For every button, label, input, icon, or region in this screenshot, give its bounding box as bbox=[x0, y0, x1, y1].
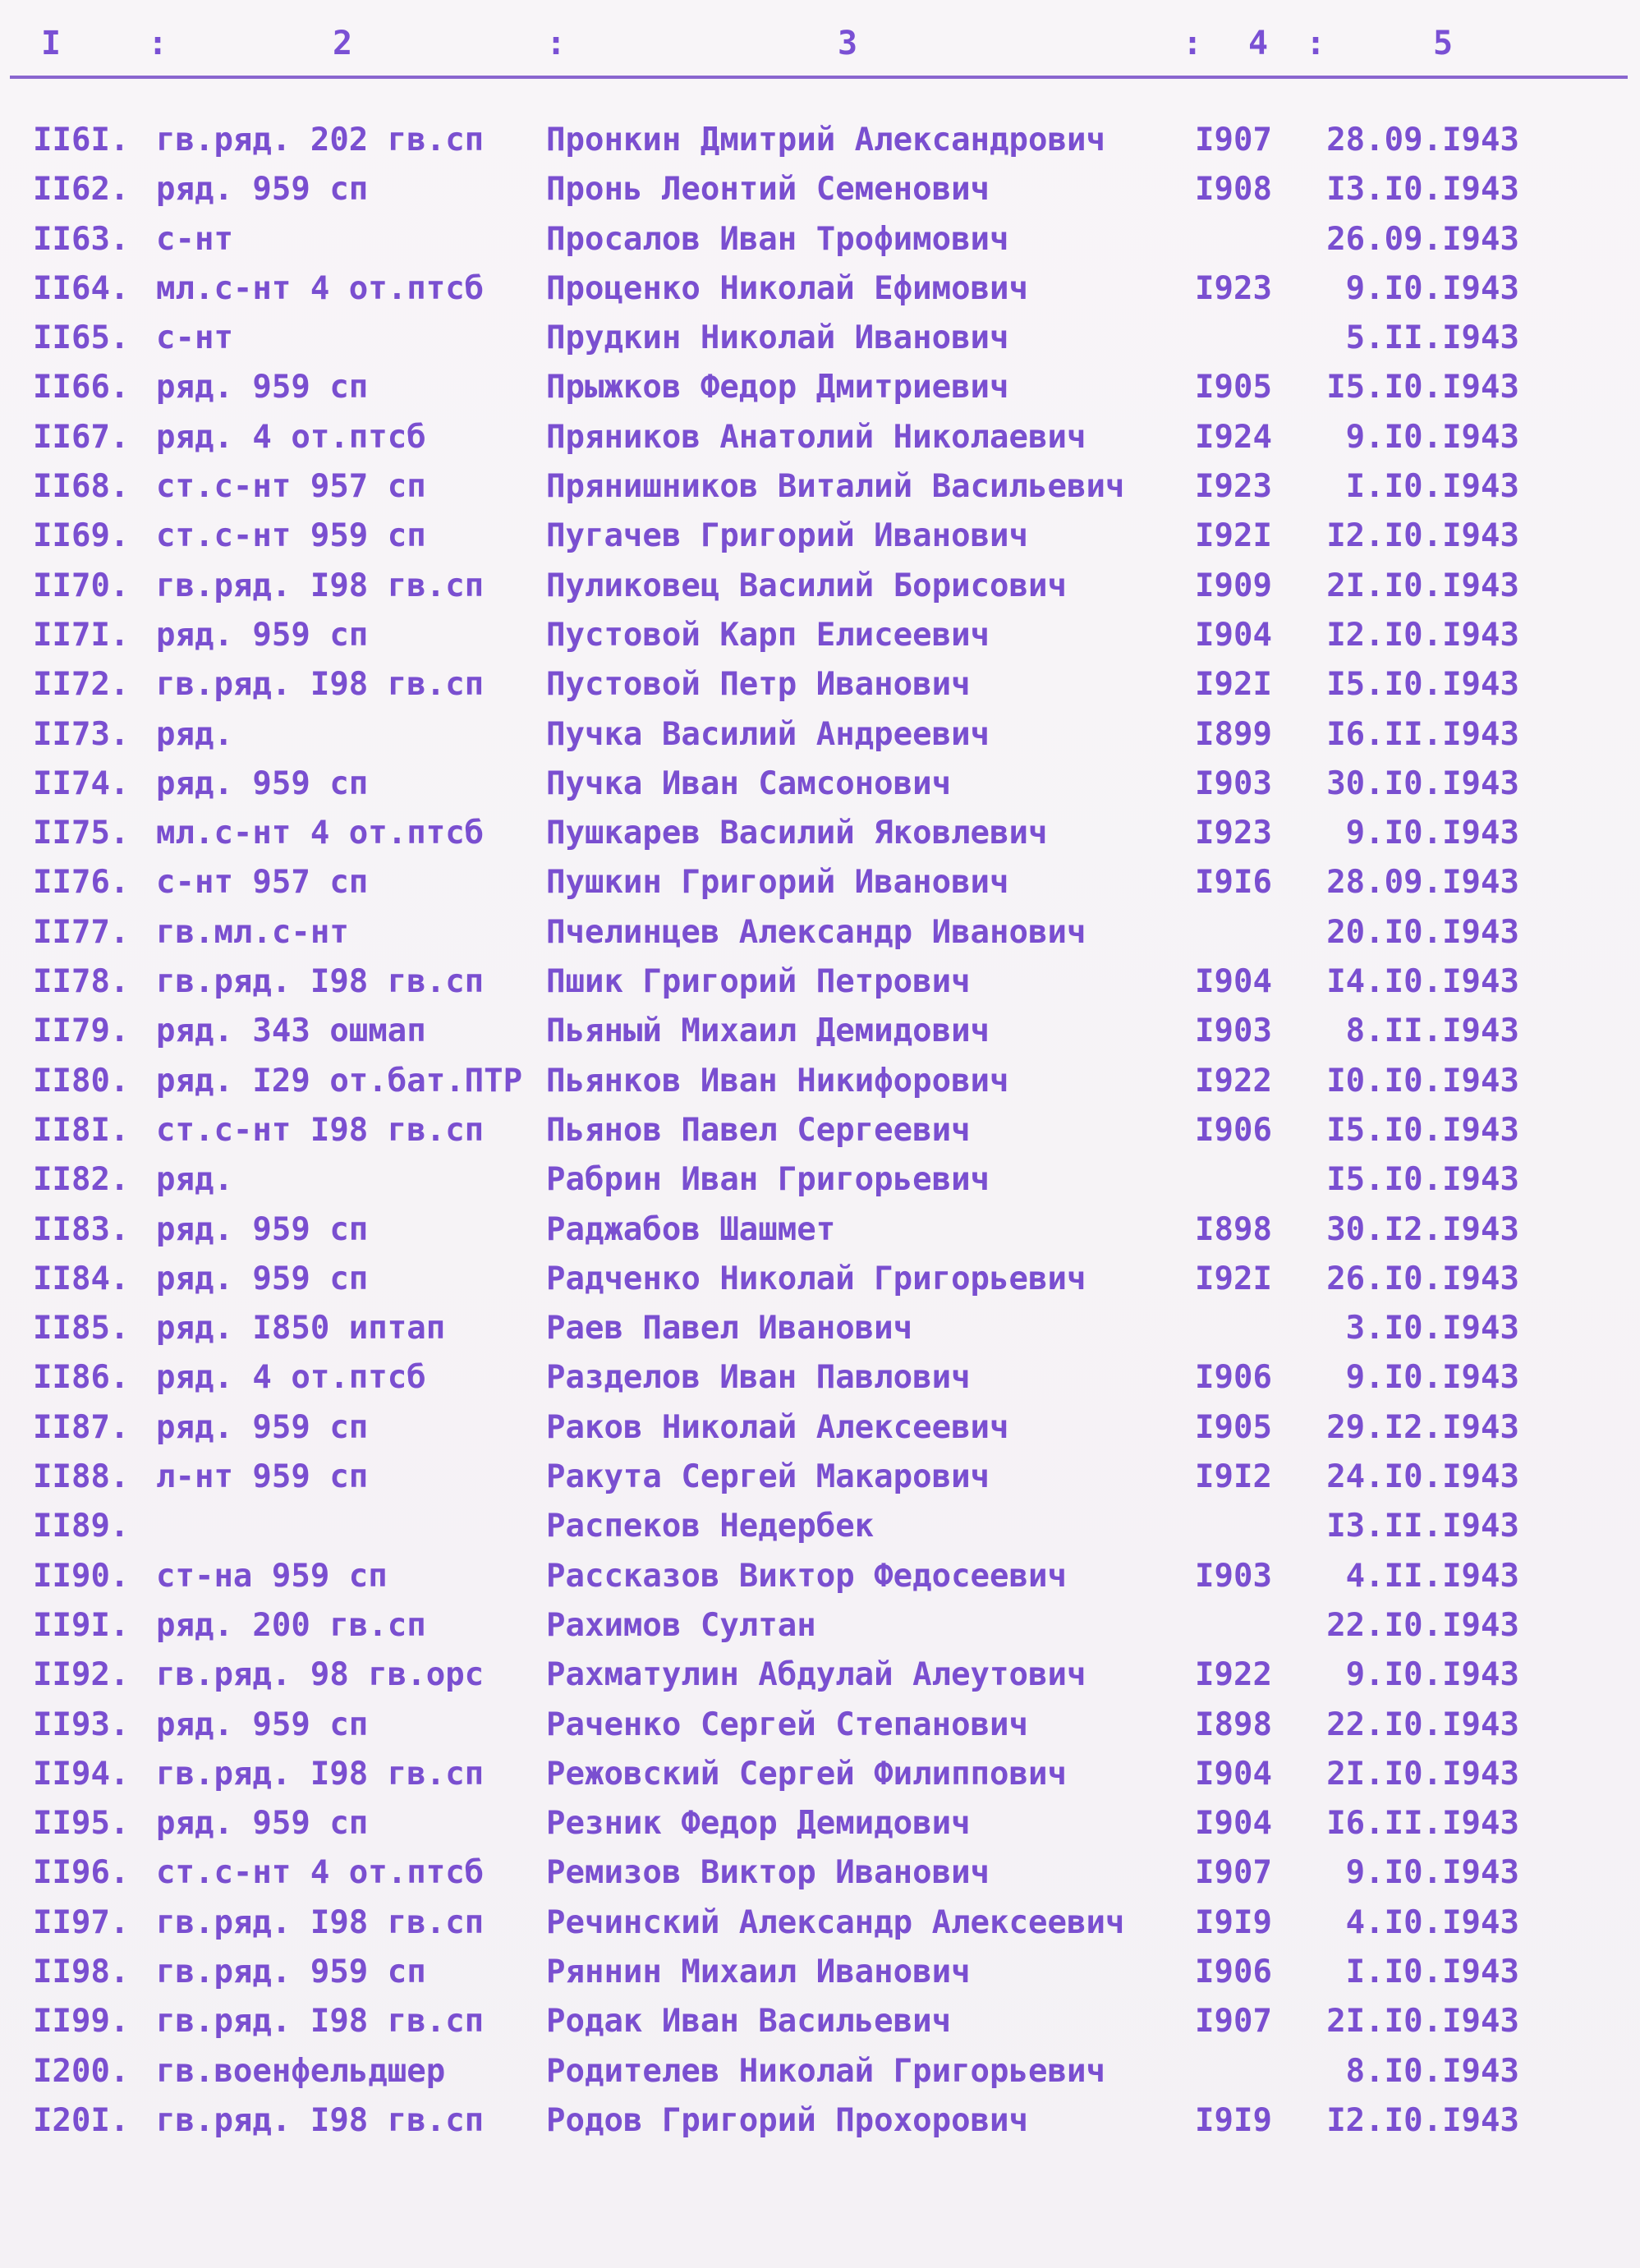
record-birth-year: I9I6 bbox=[1195, 864, 1272, 902]
list-item bbox=[0, 461, 1640, 511]
record-full-name: Родак Иван Васильевич bbox=[546, 2003, 952, 2041]
list-item bbox=[0, 1254, 1640, 1303]
record-date: 9.I0.I943 bbox=[1345, 269, 1519, 307]
record-rank-unit: ряд. I850 иптап bbox=[156, 1310, 446, 1347]
record-birth-year: I898 bbox=[1195, 1210, 1272, 1248]
list-item bbox=[0, 2096, 1640, 2145]
record-number: II93. bbox=[33, 1706, 130, 1743]
record-date: 30.I2.I943 bbox=[1326, 1210, 1519, 1248]
record-full-name: Пьянов Павел Сергеевич bbox=[546, 1111, 971, 1149]
record-list bbox=[0, 115, 1640, 2145]
record-full-name: Разделов Иван Павлович bbox=[546, 1359, 971, 1397]
record-number: II67. bbox=[33, 418, 130, 456]
record-rank-unit: гв.ряд. I98 гв.сп bbox=[156, 2003, 485, 2041]
record-rank-unit: гв.ряд. 98 гв.орс bbox=[156, 1656, 485, 1694]
record-number: II83. bbox=[33, 1210, 130, 1248]
header-col-5: 5 bbox=[1433, 25, 1454, 62]
record-rank-unit: с-нт bbox=[156, 319, 233, 357]
record-birth-year: I922 bbox=[1195, 1656, 1272, 1694]
record-date: 20.I0.I943 bbox=[1326, 913, 1519, 951]
record-full-name: Резник Федор Демидович bbox=[546, 1805, 971, 1843]
record-birth-year: I923 bbox=[1195, 815, 1272, 852]
record-birth-year: I907 bbox=[1195, 2003, 1272, 2041]
record-number: II70. bbox=[33, 567, 130, 604]
list-item bbox=[0, 1205, 1640, 1254]
list-item bbox=[0, 1056, 1640, 1105]
record-rank-unit: мл.с-нт 4 от.птсб bbox=[156, 815, 485, 852]
record-number: II66. bbox=[33, 369, 130, 406]
record-full-name: Пушкин Григорий Иванович bbox=[546, 864, 1009, 902]
record-rank-unit: ряд. 959 сп bbox=[156, 1805, 369, 1843]
record-rank-unit: ряд. 959 сп bbox=[156, 764, 369, 802]
record-full-name: Пушкарев Василий Яковлевич bbox=[546, 815, 1048, 852]
record-number: II92. bbox=[33, 1656, 130, 1694]
record-full-name: Ряннин Михаил Иванович bbox=[546, 1953, 971, 1990]
record-birth-year: I904 bbox=[1195, 963, 1272, 1001]
record-number: II95. bbox=[33, 1805, 130, 1843]
record-birth-year: I906 bbox=[1195, 1111, 1272, 1149]
record-number: II88. bbox=[33, 1458, 130, 1496]
list-item bbox=[0, 1848, 1640, 1897]
record-birth-year: I903 bbox=[1195, 1557, 1272, 1595]
record-birth-year: I9I9 bbox=[1195, 2101, 1272, 2139]
list-item bbox=[0, 362, 1640, 411]
list-item bbox=[0, 1749, 1640, 1798]
record-birth-year: I904 bbox=[1195, 1755, 1272, 1793]
record-full-name: Прянишников Виталий Васильевич bbox=[546, 468, 1125, 506]
header-col-3: 3 bbox=[838, 25, 858, 62]
record-date: I2.I0.I943 bbox=[1326, 616, 1519, 654]
record-rank-unit: гв.ряд. 202 гв.сп bbox=[156, 122, 485, 158]
list-item bbox=[0, 214, 1640, 264]
record-number: II79. bbox=[33, 1012, 130, 1050]
record-birth-year: I903 bbox=[1195, 1012, 1272, 1050]
header-sep-3: : bbox=[1183, 25, 1203, 62]
record-number: II73. bbox=[33, 715, 130, 753]
record-number: II99. bbox=[33, 2003, 130, 2041]
record-rank-unit: ряд. bbox=[156, 1161, 233, 1199]
list-item bbox=[0, 1700, 1640, 1749]
record-full-name: Пуликовец Василий Борисович bbox=[546, 567, 1067, 604]
record-rank-unit: ряд. 959 сп bbox=[156, 1260, 369, 1297]
record-full-name: Пронь Леонтий Семенович bbox=[546, 171, 990, 209]
record-rank-unit: гв.ряд. I98 гв.сп bbox=[156, 567, 485, 604]
record-date: I5.I0.I943 bbox=[1326, 1161, 1519, 1199]
list-item bbox=[0, 1501, 1640, 1550]
record-rank-unit: с-нт 957 сп bbox=[156, 864, 369, 902]
record-birth-year: I898 bbox=[1195, 1706, 1272, 1743]
header-col-4: 4 bbox=[1248, 25, 1269, 62]
record-number: II76. bbox=[33, 864, 130, 902]
list-item bbox=[0, 115, 1640, 164]
list-item bbox=[0, 659, 1640, 709]
record-rank-unit: ряд. 959 сп bbox=[156, 1210, 369, 1248]
record-number: II8I. bbox=[33, 1111, 130, 1149]
header-col-2: 2 bbox=[333, 25, 353, 62]
record-full-name: Рассказов Виктор Федосеевич bbox=[546, 1557, 1067, 1595]
record-full-name: Пьянков Иван Никифорович bbox=[546, 1062, 1009, 1100]
list-item bbox=[0, 907, 1640, 957]
record-date: 3.I0.I943 bbox=[1345, 1310, 1519, 1347]
record-rank-unit: ряд. I29 от.бат.ПТР bbox=[156, 1062, 523, 1100]
header-col-1: I bbox=[41, 25, 62, 62]
record-birth-year: I905 bbox=[1195, 1408, 1272, 1446]
record-birth-year: I904 bbox=[1195, 1805, 1272, 1843]
record-date: I2.I0.I943 bbox=[1326, 517, 1519, 555]
record-number: II9I. bbox=[33, 1606, 130, 1644]
record-birth-year: I906 bbox=[1195, 1953, 1272, 1990]
record-number: I200. bbox=[33, 2052, 130, 2090]
list-item bbox=[0, 1403, 1640, 1452]
record-number: I20I. bbox=[33, 2101, 130, 2139]
record-date: 22.I0.I943 bbox=[1326, 1706, 1519, 1743]
list-item bbox=[0, 1650, 1640, 1699]
record-date: 24.I0.I943 bbox=[1326, 1458, 1519, 1496]
record-number: II74. bbox=[33, 764, 130, 802]
record-rank-unit: гв.ряд. I98 гв.сп bbox=[156, 666, 485, 704]
list-item bbox=[0, 610, 1640, 659]
record-number: II97. bbox=[33, 1903, 130, 1941]
record-birth-year: I923 bbox=[1195, 269, 1272, 307]
header-sep-4: : bbox=[1306, 25, 1326, 62]
list-item bbox=[0, 511, 1640, 560]
record-birth-year: I907 bbox=[1195, 122, 1272, 158]
list-item bbox=[0, 1105, 1640, 1155]
record-number: II7I. bbox=[33, 616, 130, 654]
record-full-name: Пронкин Дмитрий Александрович bbox=[546, 122, 1105, 158]
record-full-name: Родителев Николай Григорьевич bbox=[546, 2052, 1105, 2090]
record-rank-unit: гв.мл.с-нт bbox=[156, 913, 349, 951]
record-date: 26.I0.I943 bbox=[1326, 1260, 1519, 1297]
list-item bbox=[0, 1996, 1640, 2045]
record-rank-unit: ряд. 959 сп bbox=[156, 616, 369, 654]
record-rank-unit: ряд. 959 сп bbox=[156, 1408, 369, 1446]
record-birth-year: I924 bbox=[1195, 418, 1272, 456]
list-item bbox=[0, 1303, 1640, 1352]
record-rank-unit: гв.военфельдшер bbox=[156, 2052, 446, 2090]
record-number: II69. bbox=[33, 517, 130, 555]
record-birth-year: I9I2 bbox=[1195, 1458, 1272, 1496]
record-number: II94. bbox=[33, 1755, 130, 1793]
record-date: 5.II.I943 bbox=[1345, 319, 1519, 357]
list-item bbox=[0, 1452, 1640, 1501]
record-number: II65. bbox=[33, 319, 130, 357]
record-date: I5.I0.I943 bbox=[1326, 1111, 1519, 1149]
record-birth-year: I905 bbox=[1195, 369, 1272, 406]
record-full-name: Раев Павел Иванович bbox=[546, 1310, 913, 1347]
list-item bbox=[0, 857, 1640, 907]
record-date: 2I.I0.I943 bbox=[1326, 2003, 1519, 2041]
record-date: 30.I0.I943 bbox=[1326, 764, 1519, 802]
record-date: I3.I0.I943 bbox=[1326, 171, 1519, 209]
record-full-name: Рахматулин Абдулай Алеутович bbox=[546, 1656, 1086, 1694]
record-birth-year: I92I bbox=[1195, 517, 1272, 555]
record-full-name: Проценко Николай Ефимович bbox=[546, 269, 1028, 307]
list-item bbox=[0, 164, 1640, 213]
record-rank-unit: ряд. 959 сп bbox=[156, 1706, 369, 1743]
header-sep-1: : bbox=[148, 25, 168, 62]
record-birth-year: I899 bbox=[1195, 715, 1272, 753]
record-birth-year: I92I bbox=[1195, 1260, 1272, 1297]
record-date: I3.II.I943 bbox=[1326, 1508, 1519, 1545]
list-item bbox=[0, 313, 1640, 362]
record-rank-unit: с-нт bbox=[156, 220, 233, 258]
list-item bbox=[0, 1798, 1640, 1848]
record-number: II90. bbox=[33, 1557, 130, 1595]
record-number: II89. bbox=[33, 1508, 130, 1545]
record-full-name: Пустовой Карп Елисеевич bbox=[546, 616, 990, 654]
list-item bbox=[0, 1006, 1640, 1055]
record-full-name: Ремизов Виктор Иванович bbox=[546, 1854, 990, 1892]
record-full-name: Пучка Иван Самсонович bbox=[546, 764, 952, 802]
record-birth-year: I904 bbox=[1195, 616, 1272, 654]
record-date: 2I.I0.I943 bbox=[1326, 567, 1519, 604]
record-rank-unit: ряд. 4 от.птсб bbox=[156, 418, 426, 456]
record-birth-year: I908 bbox=[1195, 171, 1272, 209]
list-item bbox=[0, 412, 1640, 461]
list-item bbox=[0, 264, 1640, 313]
record-full-name: Пустовой Петр Иванович bbox=[546, 666, 971, 704]
record-date: I5.I0.I943 bbox=[1326, 369, 1519, 406]
record-date: 26.09.I943 bbox=[1326, 220, 1519, 258]
record-date: 9.I0.I943 bbox=[1345, 1656, 1519, 1694]
record-full-name: Рахимов Султан bbox=[546, 1606, 816, 1644]
record-rank-unit: гв.ряд. I98 гв.сп bbox=[156, 1903, 485, 1941]
record-date: 9.I0.I943 bbox=[1345, 1359, 1519, 1397]
list-item bbox=[0, 1551, 1640, 1600]
record-full-name: Раченко Сергей Степанович bbox=[546, 1706, 1028, 1743]
record-number: II64. bbox=[33, 269, 130, 307]
record-full-name: Ракута Сергей Макарович bbox=[546, 1458, 990, 1496]
list-item bbox=[0, 561, 1640, 610]
record-full-name: Родов Григорий Прохорович bbox=[546, 2101, 1028, 2139]
record-rank-unit: ряд. bbox=[156, 715, 233, 753]
record-full-name: Прыжков Федор Дмитриевич bbox=[546, 369, 1009, 406]
record-rank-unit: л-нт 959 сп bbox=[156, 1458, 369, 1496]
record-number: II68. bbox=[33, 468, 130, 506]
record-rank-unit: ст.с-нт 4 от.птсб bbox=[156, 1854, 485, 1892]
record-date: 9.I0.I943 bbox=[1345, 1854, 1519, 1892]
record-birth-year: I922 bbox=[1195, 1062, 1272, 1100]
header-rule bbox=[10, 76, 1628, 79]
record-full-name: Пучка Василий Андреевич bbox=[546, 715, 990, 753]
record-date: I.I0.I943 bbox=[1345, 1953, 1519, 1990]
record-number: II6I. bbox=[33, 122, 130, 158]
record-rank-unit: мл.с-нт 4 от.птсб bbox=[156, 269, 485, 307]
record-rank-unit: гв.ряд. 959 сп bbox=[156, 1953, 426, 1990]
record-date: 4.I0.I943 bbox=[1345, 1903, 1519, 1941]
record-full-name: Режовский Сергей Филиппович bbox=[546, 1755, 1067, 1793]
record-number: II62. bbox=[33, 171, 130, 209]
record-full-name: Речинский Александр Алексеевич bbox=[546, 1903, 1125, 1941]
record-rank-unit: гв.ряд. I98 гв.сп bbox=[156, 963, 485, 1001]
record-number: II77. bbox=[33, 913, 130, 951]
record-birth-year: I903 bbox=[1195, 764, 1272, 802]
list-item bbox=[0, 709, 1640, 759]
record-date: I5.I0.I943 bbox=[1326, 666, 1519, 704]
list-item bbox=[0, 1898, 1640, 1947]
record-rank-unit: ст.с-нт 957 сп bbox=[156, 468, 426, 506]
list-item bbox=[0, 808, 1640, 857]
record-date: I6.II.I943 bbox=[1326, 715, 1519, 753]
record-rank-unit: ряд. 343 ошмап bbox=[156, 1012, 426, 1050]
record-date: 8.I0.I943 bbox=[1345, 2052, 1519, 2090]
record-birth-year: I907 bbox=[1195, 1854, 1272, 1892]
record-date: 9.I0.I943 bbox=[1345, 815, 1519, 852]
record-full-name: Пшик Григорий Петрович bbox=[546, 963, 971, 1001]
record-full-name: Пьяный Михаил Демидович bbox=[546, 1012, 990, 1050]
list-item bbox=[0, 759, 1640, 808]
header-sep-2: : bbox=[546, 25, 567, 62]
record-rank-unit: гв.ряд. I98 гв.сп bbox=[156, 2101, 485, 2139]
record-date: 8.II.I943 bbox=[1345, 1012, 1519, 1050]
record-rank-unit: ряд. 959 сп bbox=[156, 171, 369, 209]
record-rank-unit: ряд. 959 сп bbox=[156, 369, 369, 406]
record-date: 28.09.I943 bbox=[1326, 864, 1519, 902]
record-full-name: Раков Николай Алексеевич bbox=[546, 1408, 1009, 1446]
record-number: II75. bbox=[33, 815, 130, 852]
record-rank-unit: ст.с-нт I98 гв.сп bbox=[156, 1111, 485, 1149]
column-header-row bbox=[0, 18, 1640, 67]
record-rank-unit: ряд. 200 гв.сп bbox=[156, 1606, 426, 1644]
record-full-name: Рабрин Иван Григорьевич bbox=[546, 1161, 990, 1199]
record-rank-unit: ст.с-нт 959 сп bbox=[156, 517, 426, 555]
record-full-name: Пчелинцев Александр Иванович bbox=[546, 913, 1086, 951]
record-date: 4.II.I943 bbox=[1345, 1557, 1519, 1595]
record-number: II82. bbox=[33, 1161, 130, 1199]
record-rank-unit: ст-на 959 сп bbox=[156, 1557, 388, 1595]
record-rank-unit: гв.ряд. I98 гв.сп bbox=[156, 1755, 485, 1793]
record-date: I6.II.I943 bbox=[1326, 1805, 1519, 1843]
record-number: II84. bbox=[33, 1260, 130, 1297]
record-number: II85. bbox=[33, 1310, 130, 1347]
record-full-name: Просалов Иван Трофимович bbox=[546, 220, 1009, 258]
list-item bbox=[0, 1155, 1640, 1204]
record-full-name: Прудкин Николай Иванович bbox=[546, 319, 1009, 357]
record-full-name: Пряников Анатолий Николаевич bbox=[546, 418, 1086, 456]
record-date: I4.I0.I943 bbox=[1326, 963, 1519, 1001]
record-number: II86. bbox=[33, 1359, 130, 1397]
record-full-name: Радченко Николай Григорьевич bbox=[546, 1260, 1086, 1297]
record-number: II80. bbox=[33, 1062, 130, 1100]
record-birth-year: I906 bbox=[1195, 1359, 1272, 1397]
record-birth-year: I92I bbox=[1195, 666, 1272, 704]
list-item bbox=[0, 1947, 1640, 1996]
record-birth-year: I923 bbox=[1195, 468, 1272, 506]
record-date: I.I0.I943 bbox=[1345, 468, 1519, 506]
record-rank-unit: ряд. 4 от.птсб bbox=[156, 1359, 426, 1397]
record-date: 9.I0.I943 bbox=[1345, 418, 1519, 456]
record-date: 22.I0.I943 bbox=[1326, 1606, 1519, 1644]
list-item bbox=[0, 1352, 1640, 1402]
record-birth-year: I9I9 bbox=[1195, 1903, 1272, 1941]
record-number: II78. bbox=[33, 963, 130, 1001]
record-date: 2I.I0.I943 bbox=[1326, 1755, 1519, 1793]
record-date: I2.I0.I943 bbox=[1326, 2101, 1519, 2139]
record-number: II96. bbox=[33, 1854, 130, 1892]
record-date: I0.I0.I943 bbox=[1326, 1062, 1519, 1100]
record-number: II63. bbox=[33, 220, 130, 258]
list-item bbox=[0, 957, 1640, 1006]
record-full-name: Распеков Недербек bbox=[546, 1508, 875, 1545]
record-birth-year: I909 bbox=[1195, 567, 1272, 604]
record-full-name: Раджабов Шашмет bbox=[546, 1210, 836, 1248]
record-full-name: Пугачев Григорий Иванович bbox=[546, 517, 1028, 555]
list-item bbox=[0, 1600, 1640, 1650]
record-number: II98. bbox=[33, 1953, 130, 1990]
record-number: II87. bbox=[33, 1408, 130, 1446]
list-item bbox=[0, 2046, 1640, 2096]
record-date: 29.I2.I943 bbox=[1326, 1408, 1519, 1446]
record-number: II72. bbox=[33, 666, 130, 704]
record-date: 28.09.I943 bbox=[1326, 122, 1519, 158]
